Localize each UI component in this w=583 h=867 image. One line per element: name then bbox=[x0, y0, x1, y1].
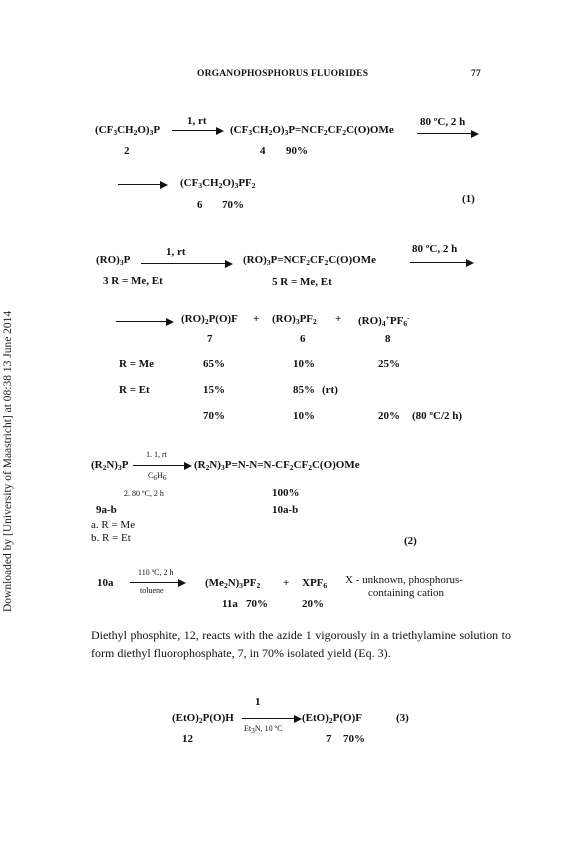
scheme2-condition-1: 1, rt bbox=[166, 246, 186, 258]
yield-cell: 25% bbox=[378, 358, 400, 370]
scheme3-substituent-a: a. R = Me bbox=[91, 519, 136, 531]
scheme4-product-1-number: 11a bbox=[222, 598, 238, 610]
equation-number-2: (2) bbox=[404, 535, 417, 547]
reaction-arrow bbox=[118, 184, 166, 185]
scheme1-condition-2: 80 ºC, 2 h bbox=[420, 116, 466, 128]
scheme3-yield: 100% bbox=[272, 487, 300, 499]
scheme2-intermediate: $(RO)_3P=NCF_2CF_2C(O)OMe$ bbox=[243, 254, 377, 267]
scheme2-product-1: $(RO)_2P(O)F$ bbox=[181, 313, 238, 326]
yield-cell: 10% bbox=[293, 358, 315, 370]
yield-cell: 85% bbox=[293, 384, 315, 396]
body-paragraph: Diethyl phosphite, 12, reacts with the azide 1 vigorously in a triethylamine solution to form diethyl fluorophosphate, 7, in 70% isolated yield (Eq. 3). bbox=[91, 628, 511, 660]
scheme3-product-number: 10a-b bbox=[272, 504, 299, 516]
scheme4-product-1-yield: 70% bbox=[246, 598, 268, 610]
plus-sign: + bbox=[253, 313, 260, 325]
scheme3-reactant-number: 9a-b bbox=[96, 504, 117, 516]
scheme4-condition-2: toluene bbox=[140, 586, 164, 595]
reaction-arrow bbox=[410, 262, 472, 263]
scheme2-intermediate-label: 5 R = Me, Et bbox=[272, 276, 332, 288]
scheme1-product-number: 6 bbox=[197, 199, 203, 211]
yield-cell: 15% bbox=[203, 384, 225, 396]
reaction-arrow bbox=[242, 718, 300, 719]
scheme4-reactant: 10a bbox=[97, 577, 114, 589]
scheme1-intermediate: $(CF_3CH_2O)_3P=NCF_2CF_2C(O)OMe$ bbox=[230, 124, 394, 137]
scheme5-product-yield: 70% bbox=[343, 733, 365, 745]
scheme3-condition-1: 1. 1, rt bbox=[146, 450, 167, 459]
scheme3-substituent-b: b. R = Et bbox=[91, 532, 131, 544]
scheme4-product-2-yield: 20% bbox=[302, 598, 324, 610]
scheme2-product-3-number: 8 bbox=[385, 333, 391, 345]
scheme2-condition-2: 80 ºC, 2 h bbox=[412, 243, 458, 255]
scheme4-note-line-2: containing cation bbox=[368, 587, 445, 599]
yield-note: (80 ºC/2 h) bbox=[412, 410, 463, 422]
scheme1-intermediate-number: 4 bbox=[260, 145, 266, 157]
scheme5-reactant: $(EtO)_2P(O)H$ bbox=[172, 712, 234, 725]
scheme3-condition-2: 2. 80 ºC, 2 h bbox=[124, 489, 164, 498]
scheme2-product-2-number: 6 bbox=[300, 333, 306, 345]
yield-note: (rt) bbox=[322, 384, 338, 396]
scheme1-product: $(CF_3CH_2O)_3PF_2$ bbox=[180, 177, 256, 190]
scheme4-product-1: $(Me_2N)_3PF_2$ bbox=[205, 577, 261, 590]
scheme3-reactant: $(R_2N)_3P$ bbox=[91, 459, 129, 472]
scheme3-solvent: C6H6 bbox=[148, 471, 167, 482]
scheme5-reagent: 1 bbox=[255, 696, 261, 708]
scheme2-reactant: $(RO)_3P$ bbox=[96, 254, 131, 267]
equation-number-1: (1) bbox=[462, 193, 475, 205]
scheme5-condition: Et3N, 10 ºC bbox=[244, 724, 283, 735]
yield-row-label: R = Me bbox=[119, 358, 154, 370]
reaction-arrow bbox=[172, 130, 222, 131]
yield-cell: 70% bbox=[203, 410, 225, 422]
page-number: 77 bbox=[471, 69, 481, 79]
scheme4-product-2: $XPF_6$ bbox=[302, 577, 328, 590]
scheme1-reactant-number: 2 bbox=[124, 145, 130, 157]
scheme4-condition-1: 110 ºC, 2 h bbox=[138, 568, 174, 577]
scheme1-reactant: $(CF_3CH_2O)_3P$ bbox=[95, 124, 161, 137]
plus-sign: + bbox=[283, 577, 290, 589]
running-title: ORGANOPHOSPHORUS FLUORIDES bbox=[197, 69, 369, 79]
scheme2-product-1-number: 7 bbox=[207, 333, 213, 345]
scheme1-product-yield: 70% bbox=[222, 199, 244, 211]
scheme2-product-3: $(RO)_4^+PF_6^-$ bbox=[358, 313, 410, 328]
scheme2-product-2: $(RO)_3PF_2$ bbox=[272, 313, 317, 326]
yield-row-label: R = Et bbox=[119, 384, 150, 396]
equation-number-3: (3) bbox=[396, 712, 409, 724]
scheme5-product-number: 7 bbox=[326, 733, 332, 745]
scheme1-condition-1: 1, rt bbox=[187, 115, 207, 127]
reaction-arrow bbox=[141, 263, 231, 264]
reaction-arrow bbox=[417, 133, 477, 134]
scheme4-note-line-1: X - unknown, phosphorus- bbox=[345, 574, 463, 586]
scheme3-product: $(R_2N)_3P=N-N=N-CF_2CF_2C(O)OMe$ bbox=[194, 459, 360, 472]
scheme5-product: $(EtO)_2P(O)F$ bbox=[302, 712, 362, 725]
yield-cell: 65% bbox=[203, 358, 225, 370]
scheme5-reactant-number: 12 bbox=[182, 733, 193, 745]
yield-cell: 20% bbox=[378, 410, 400, 422]
scheme2-reactant-label: 3 R = Me, Et bbox=[103, 275, 163, 287]
yield-cell: 10% bbox=[293, 410, 315, 422]
plus-sign: + bbox=[335, 313, 342, 325]
reaction-arrow bbox=[133, 465, 190, 466]
reaction-arrow bbox=[116, 321, 172, 322]
reaction-arrow bbox=[130, 582, 184, 583]
scheme1-intermediate-yield: 90% bbox=[286, 145, 308, 157]
